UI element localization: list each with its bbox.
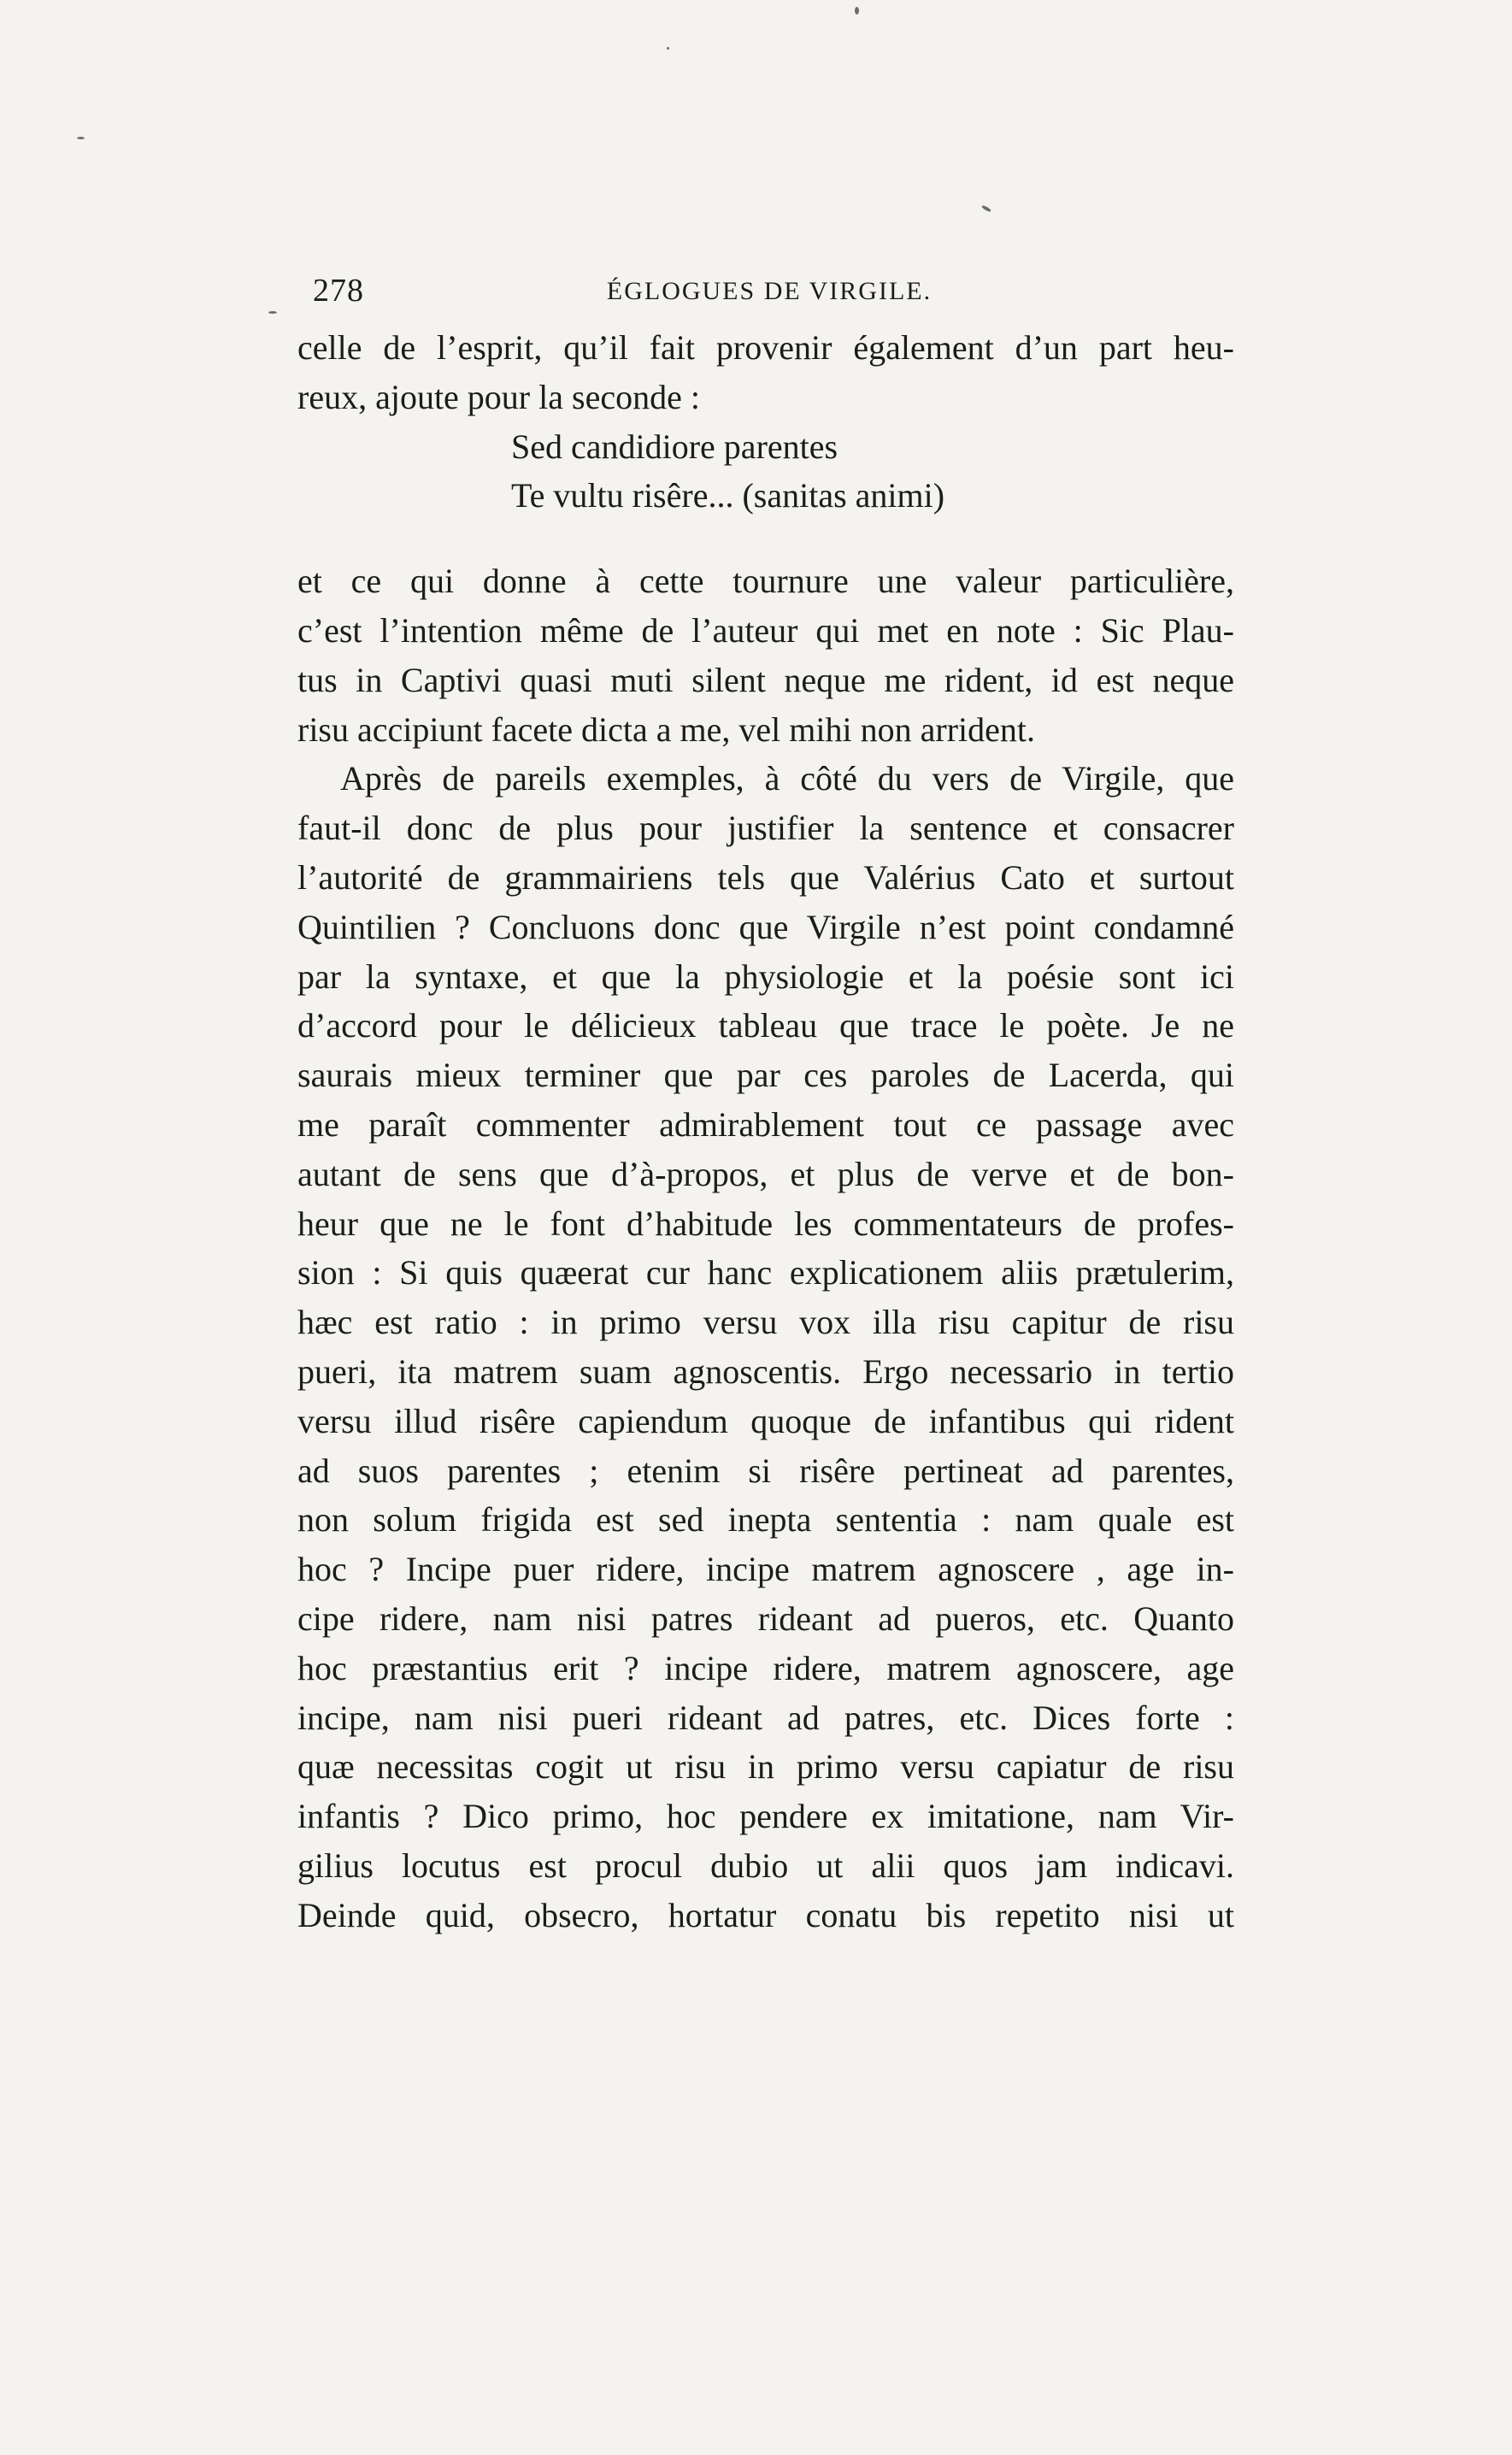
text-line: celle de l’esprit, qu’il fait provenir également d’un part heu-: [297, 328, 1234, 367]
text-line: Deinde quid, obsecro, hortatur conatu bis repetito nisi ut: [297, 1895, 1234, 1934]
page-number: 278: [313, 273, 364, 309]
running-head: ÉGLOGUES DE VIRGILE.: [606, 277, 932, 305]
text-line: ad suos parentes ; etenim si risêre pertineat ad parentes,: [297, 1451, 1234, 1490]
verse-line: Te vultu risêre... (sanitas animi): [511, 476, 945, 515]
verse-spacing: [297, 521, 1234, 556]
text-line: saurais mieux terminer que par ces paroles de Lacerda, qui: [297, 1056, 1234, 1095]
paragraph-start-line: Après de pareils exemples, à côté du vers de Virgile, que: [340, 759, 1234, 798]
text-line: heur que ne le font d’habitude les commentateurs de profes-: [297, 1204, 1234, 1243]
text-line: sion : Si quis quæerat cur hanc explicationem aliis prætulerim,: [297, 1253, 1234, 1292]
print-speck: [77, 137, 85, 139]
print-speck: [268, 311, 277, 314]
text-line: par la syntaxe, et que la physiologie et la poésie sont ici: [297, 957, 1234, 996]
print-speck: [855, 7, 859, 15]
text-line: pueri, ita matrem suam agnoscentis. Ergo necessario in tertio: [297, 1351, 1234, 1391]
body-text: [297, 323, 1234, 1940]
text-line: tus in Captivi quasi muti silent neque me rident, id est neque: [297, 660, 1234, 699]
print-speck: [667, 47, 669, 50]
text-line: cipe ridere, nam nisi patres rideant ad pueros, etc. Quanto: [297, 1598, 1234, 1638]
text-line: l’autorité de grammairiens tels que Valérius Cato et surtout: [297, 857, 1234, 897]
text-line: hoc ? Incipe puer ridere, incipe matrem agnoscere , age in-: [297, 1550, 1234, 1589]
text-line: versu illud risêre capiendum quoque de infantibus qui rident: [297, 1401, 1234, 1440]
text-line: gilius locutus est procul dubio ut alii quos jam indicavi.: [297, 1846, 1234, 1885]
text-line: incipe, nam nisi pueri rideant ad patres, etc. Dices forte :: [297, 1698, 1234, 1737]
text-line: d’accord pour le délicieux tableau que trace le poète. Je ne: [297, 1006, 1234, 1045]
text-line: et ce qui donne à cette tournure une valeur particulière,: [297, 562, 1234, 601]
text-line: autant de sens que d’à-propos, et plus de verve et de bon-: [297, 1154, 1234, 1193]
text-line: hoc præstantius erit ? incipe ridere, matrem agnoscere, age: [297, 1648, 1234, 1687]
text-line: risu accipiunt facete dicta a me, vel mihi non arrident.: [297, 709, 1035, 749]
text-line: reux, ajoute pour la seconde :: [297, 377, 700, 416]
text-line: c’est l’intention même de l’auteur qui met en note : Sic Plau-: [297, 610, 1234, 650]
text-line: Quintilien ? Concluons donc que Virgile n’est point condamné: [297, 907, 1234, 946]
text-line: non solum frigida est sed inepta sententia : nam quale est: [297, 1500, 1234, 1540]
text-line: me paraît commenter admirablement tout ce passage avec: [297, 1104, 1234, 1144]
page-header: [308, 272, 1231, 323]
print-speck: [981, 204, 991, 212]
text-line: quæ necessitas cogit ut risu in primo versu capiatur de risu: [297, 1747, 1234, 1787]
verse-line: Sed candidiore parentes: [511, 427, 838, 466]
text-line: hæc est ratio : in primo versu vox illa risu capitur de risu: [297, 1303, 1234, 1342]
text-line: infantis ? Dico primo, hoc pendere ex imitatione, nam Vir-: [297, 1797, 1234, 1836]
text-line: faut-il donc de plus pour justifier la sentence et consacrer: [297, 809, 1234, 848]
